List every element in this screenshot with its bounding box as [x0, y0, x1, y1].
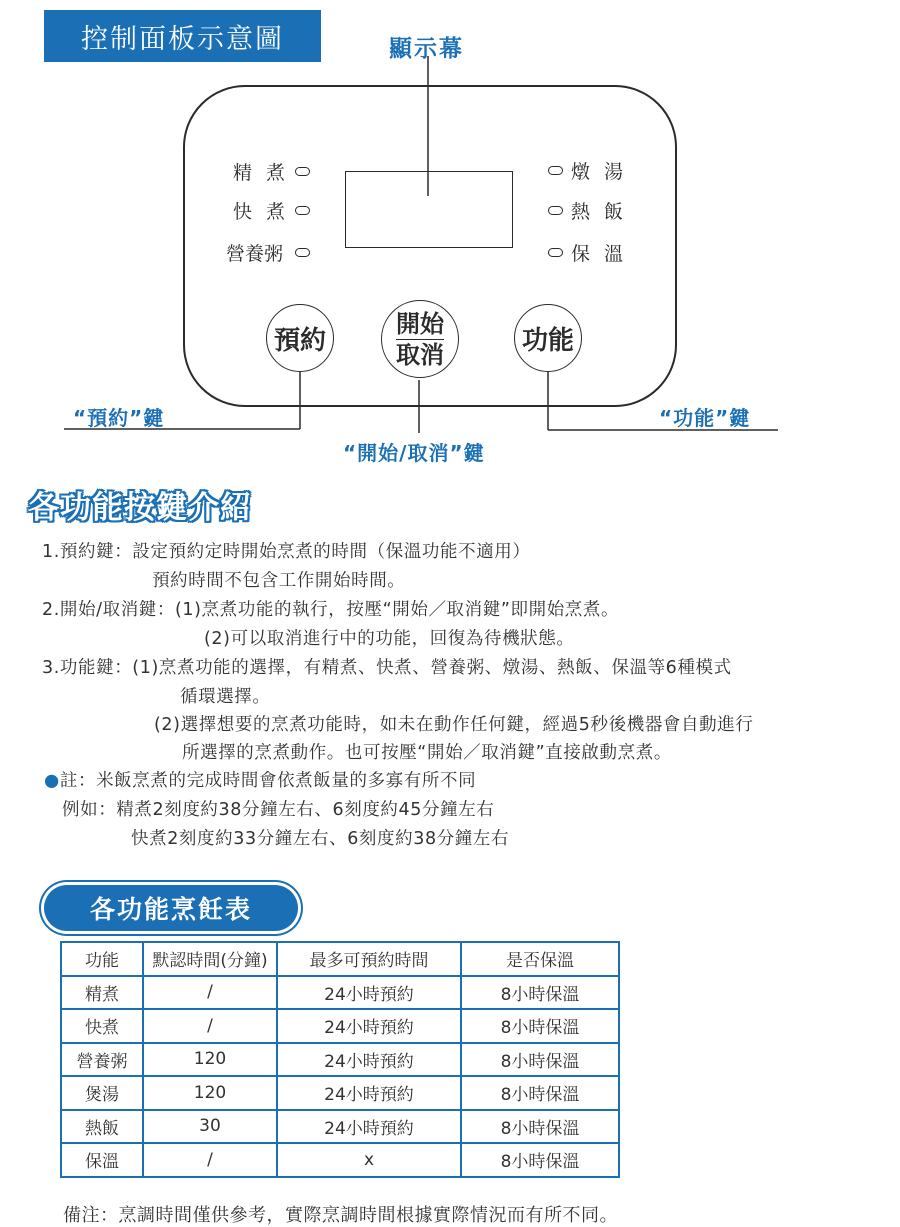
function-key-callout: “功能”鍵 — [659, 406, 751, 430]
table-cell: / — [143, 1143, 277, 1177]
display-label: 顯示幕 — [389, 36, 464, 62]
mode-indicator-keep-warm — [548, 239, 648, 265]
table-cell: 24小時預約 — [277, 1009, 461, 1043]
table-cell: 30 — [143, 1110, 277, 1144]
desc-line: 1.預約鍵：設定預約定時開始烹煮的時間（保溫功能不適用） — [42, 542, 531, 562]
start-cancel-button[interactable] — [381, 300, 459, 378]
functions-heading: 各功能按鍵介紹 — [28, 490, 252, 526]
desc-line: 3.功能鍵：(1)烹煮功能的選擇，有精煮、快煮、營養粥、燉湯、熱飯、保溫等6種模式 — [42, 658, 732, 678]
mode-label: 熱 飯 — [571, 200, 628, 223]
mode-indicator-fine-cook — [210, 158, 310, 184]
table-cell: 120 — [143, 1076, 277, 1110]
led-icon — [295, 248, 310, 257]
table-cell: 8小時保溫 — [461, 976, 619, 1010]
start-cancel-key-callout: “開始/取消”鍵 — [343, 441, 485, 465]
reserve-key-callout: “預約”鍵 — [73, 406, 165, 430]
table-cell: 快煮 — [61, 1009, 143, 1043]
desc-line: (2)選擇想要的烹煮功能時，如未在動作任何鍵，經過5秒後機器會自動進行 — [154, 715, 754, 735]
table-cell: / — [143, 976, 277, 1010]
table-cell: 保溫 — [61, 1143, 143, 1177]
table-header-row — [61, 942, 619, 976]
reserve-button-label: 預約 — [273, 325, 326, 356]
cooking-table-heading: 各功能烹飪表 — [44, 885, 298, 931]
header-cell: 最多可預約時間 — [277, 942, 461, 976]
led-icon — [548, 206, 563, 215]
reserve-button[interactable] — [266, 304, 334, 372]
table-cell: 24小時預約 — [277, 976, 461, 1010]
page-title: 控制面板示意圖 — [44, 10, 321, 62]
display-screen — [345, 171, 513, 248]
note-line — [44, 767, 476, 792]
table-cell: 營養粥 — [61, 1043, 143, 1077]
cancel-label: 取消 — [396, 340, 444, 369]
header-cell: 默認時間(分鐘) — [143, 942, 277, 976]
function-button-label: 功能 — [521, 325, 574, 356]
table-cell: 精煮 — [61, 976, 143, 1010]
mode-indicator-quick-cook — [210, 197, 310, 223]
table-cell: 8小時保溫 — [461, 1143, 619, 1177]
desc-line: 2.開始/取消鍵：(1)烹煮功能的執行，按壓“開始／取消鍵”即開始烹煮。 — [42, 600, 620, 620]
cooking-table — [60, 941, 620, 1178]
led-icon — [295, 206, 310, 215]
header-cell: 功能 — [61, 942, 143, 976]
table-row — [61, 1043, 619, 1077]
led-icon — [295, 167, 310, 176]
table-cell: 熱飯 — [61, 1110, 143, 1144]
led-icon — [548, 248, 563, 257]
table-cell: 24小時預約 — [277, 1110, 461, 1144]
start-label: 開始 — [396, 309, 444, 338]
table-note: 備注：烹調時間僅供參考，實際烹調時間根據實際情況而有所不同。 — [63, 1205, 618, 1226]
desc-line: 例如：精煮2刻度約38分鐘左右、6刻度約45分鐘左右 — [62, 800, 495, 820]
desc-line: 所選擇的烹煮動作。也可按壓“開始／取消鍵”直接啟動烹煮。 — [182, 743, 672, 763]
table-cell: 8小時保溫 — [461, 1110, 619, 1144]
table-row — [61, 976, 619, 1010]
mode-label: 營養粥 — [225, 242, 283, 265]
table-cell: 120 — [143, 1043, 277, 1077]
mode-label: 快 煮 — [232, 200, 289, 223]
bullet-icon: ● — [44, 771, 60, 791]
function-button[interactable] — [514, 304, 582, 372]
mode-indicator-reheat — [548, 197, 648, 223]
desc-line: 快煮2刻度約33分鐘左右、6刻度約38分鐘左右 — [131, 829, 510, 849]
table-cell: 8小時保溫 — [461, 1009, 619, 1043]
table-row — [61, 1143, 619, 1177]
table-cell: 8小時保溫 — [461, 1076, 619, 1110]
table-cell: x — [277, 1143, 461, 1177]
table-cell: 煲湯 — [61, 1076, 143, 1110]
table-row — [61, 1076, 619, 1110]
led-icon — [548, 166, 563, 175]
mode-indicator-porridge — [210, 239, 310, 265]
table-row — [61, 1110, 619, 1144]
header-cell: 是否保溫 — [461, 942, 619, 976]
mode-label: 燉 湯 — [571, 160, 628, 183]
mode-indicator-stew-soup — [548, 157, 648, 183]
mode-label: 精 煮 — [232, 161, 289, 184]
desc-line: 循環選擇。 — [180, 687, 271, 707]
desc-line: (2)可以取消進行中的功能，回復為待機狀態。 — [204, 629, 575, 649]
desc-line: 預約時間不包含工作開始時間。 — [152, 571, 406, 591]
note-text: 註：米飯烹煮的完成時間會依煮飯量的多寡有所不同 — [59, 771, 477, 791]
table-cell: 24小時預約 — [277, 1076, 461, 1110]
table-cell: / — [143, 1009, 277, 1043]
mode-label: 保 溫 — [571, 242, 628, 265]
table-cell: 8小時保溫 — [461, 1043, 619, 1077]
table-cell: 24小時預約 — [277, 1043, 461, 1077]
table-row — [61, 1009, 619, 1043]
